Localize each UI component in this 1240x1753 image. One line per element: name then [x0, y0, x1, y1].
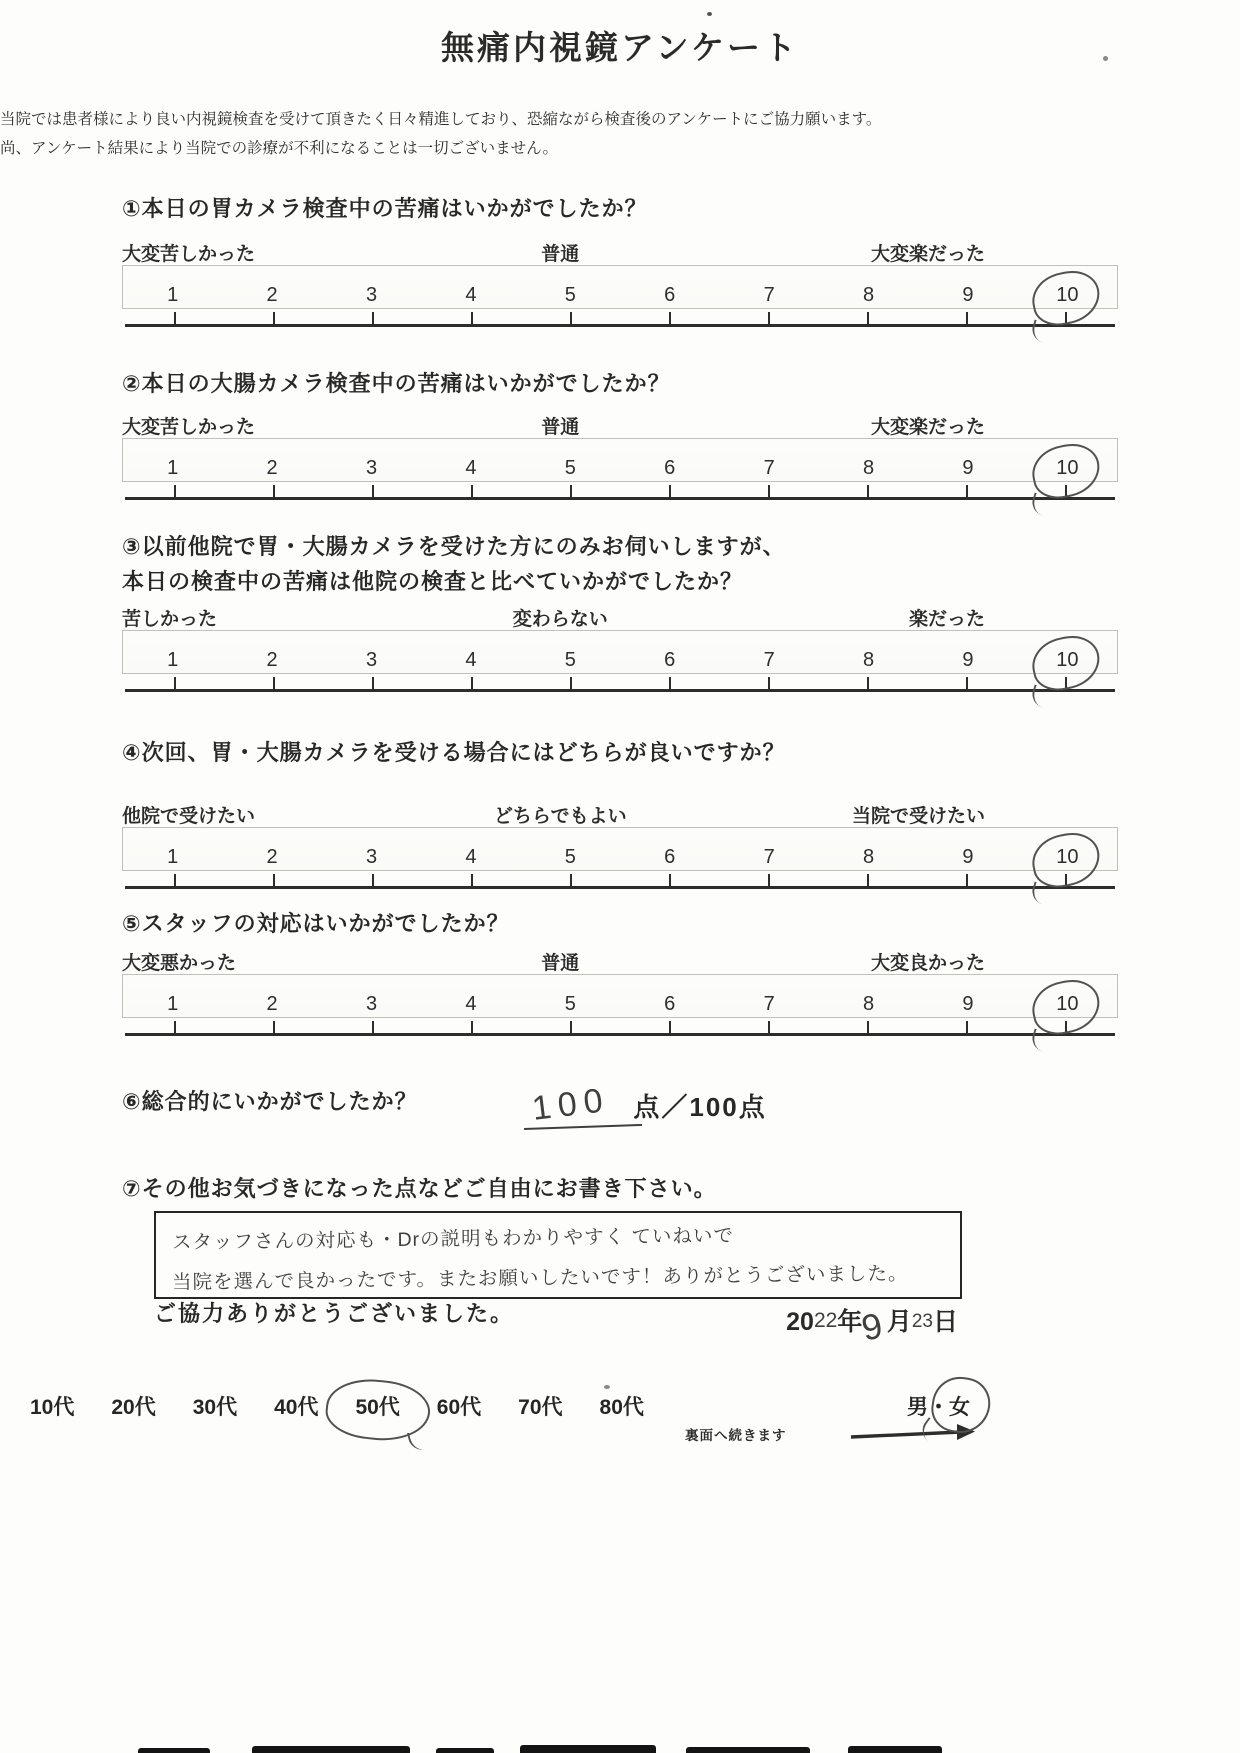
question-3-scale: [122, 630, 1118, 692]
scale-ruler: [125, 1018, 1115, 1036]
scale-value-8: 8: [862, 992, 875, 1015]
overall-score-area: [528, 1080, 767, 1128]
age-option-50代: 50代: [355, 1395, 400, 1419]
scale-tick: [917, 674, 1016, 689]
scale-value-1: 1: [167, 992, 179, 1015]
scale-tick: [422, 871, 521, 886]
continue-note-row: [685, 1422, 977, 1446]
anchor-label-center: 普通: [541, 243, 580, 265]
page-title: 無痛内視鏡アンケート: [440, 29, 800, 66]
scan-edge-artifact: [138, 1748, 210, 1753]
question-3-heading: ③以前他院で胃・大腸カメラを受けた方にのみお伺いしますが、: [122, 533, 786, 559]
age-option-70代: 70代: [518, 1395, 563, 1419]
scan-speck: [604, 1385, 610, 1389]
scale-tick: [1016, 871, 1115, 886]
age-option-30代: 30代: [192, 1395, 238, 1419]
age-option-60代: 60代: [436, 1395, 482, 1419]
question-3: [122, 530, 1118, 692]
scale-value-4: 4: [465, 992, 477, 1015]
footer: [122, 1297, 1118, 1349]
scale-value-8: 8: [862, 456, 875, 479]
scale-value-3: 3: [365, 992, 378, 1015]
age-option-selected-wrap: [355, 1396, 399, 1419]
age-option-10代: 10代: [30, 1395, 75, 1419]
scale-tick: [125, 871, 224, 886]
scale-tick: [422, 482, 521, 497]
scale-tick: [818, 871, 917, 886]
scale-tick: [917, 871, 1016, 886]
scale-value-5: 5: [564, 992, 576, 1015]
scale-tick: [1016, 309, 1115, 324]
scan-edge-artifact: [848, 1746, 942, 1753]
anchor-label-right: 楽だった: [908, 608, 985, 630]
scale-box: [122, 974, 1118, 1018]
scale-tick: [521, 309, 620, 324]
scale-tick: [620, 674, 719, 689]
scale-tick: [224, 309, 323, 324]
scale-value-1: 1: [167, 648, 179, 671]
question-4-anchor-labels: [122, 801, 1118, 825]
scale-tick: [521, 674, 620, 689]
scale-value-9: 9: [962, 992, 974, 1015]
right-arrow-icon: [849, 1422, 977, 1446]
scale-tick: [521, 1018, 620, 1033]
scale-tick: [323, 1018, 422, 1033]
age-options: [30, 1391, 681, 1421]
scale-value-3: 3: [365, 283, 378, 306]
scale-tick: [521, 871, 620, 886]
scale-value-5: 5: [564, 456, 576, 479]
scale-tick: [917, 309, 1016, 324]
scale-value-10: 10: [1018, 457, 1117, 480]
scale-tick: [125, 309, 224, 324]
scale-tick: [323, 871, 422, 886]
intro-text: [0, 105, 1240, 164]
scale-tick: [125, 1018, 224, 1033]
question-5-anchor-labels: [122, 948, 1118, 972]
scale-tick: [917, 482, 1016, 497]
scale-tick: [818, 482, 917, 497]
question-3-anchor-labels: [122, 604, 1118, 628]
scale-value-1: 1: [167, 456, 179, 479]
scan-edge-artifact: [436, 1748, 494, 1753]
handwritten-comment-line1: スタッフさんの対応も・Drの説明もわかりやすく ていねいで: [171, 1224, 735, 1254]
scale-value-5: 5: [564, 648, 576, 671]
scale-tick: [719, 674, 818, 689]
month-unit: 月: [886, 1307, 912, 1336]
gender-options: [907, 1391, 970, 1421]
anchor-label-right: 大変楽だった: [870, 243, 985, 265]
question-1-anchor-labels: [122, 239, 1118, 263]
question-1-heading: ①本日の胃カメラ検査中の苦痛はいかがでしたか？: [122, 195, 648, 221]
free-comment-box: [154, 1211, 962, 1299]
anchor-label-left: 大変悪かった: [122, 952, 237, 974]
anchor-label-right: 大変良かった: [870, 952, 985, 974]
scale-tick: [818, 309, 917, 324]
question-5-heading: ⑤スタッフの対応はいかがでしたか？: [122, 910, 510, 936]
scale-value-1: 1: [167, 283, 179, 306]
scale-tick: [719, 1018, 818, 1033]
anchor-label-center: どちらでもよい: [493, 805, 627, 827]
continue-note: 裏面へ続きます: [685, 1428, 787, 1443]
anchor-label-left: 他院で受けたい: [122, 805, 256, 827]
scale-value-10: 10: [1018, 846, 1117, 869]
scale-tick: [1016, 482, 1115, 497]
gender-option-female: 女: [949, 1395, 970, 1419]
scan-speck: [707, 12, 712, 16]
anchor-label-right: 当院で受けたい: [851, 805, 985, 827]
scale-value-2: 2: [266, 845, 278, 868]
scale-value-4: 4: [465, 648, 477, 671]
scale-value-9: 9: [962, 648, 974, 671]
scale-value-8: 8: [862, 845, 875, 868]
gender-separator: ・: [928, 1395, 949, 1419]
intro-line-1: 当院では患者様により良い内視鏡検査を受けて頂きたく日々精進しており、恐縮ながら検査後のアンケートにご協力願います。: [0, 111, 882, 128]
age-option-40代: 40代: [274, 1395, 319, 1419]
scale-ruler: [125, 871, 1115, 889]
question-5: [122, 907, 1118, 1036]
scale-value-7: 7: [763, 283, 775, 306]
question-2-anchor-labels: [122, 412, 1118, 436]
date-century: 20: [786, 1307, 814, 1336]
handwritten-month: 9: [858, 1304, 887, 1349]
scale-value-4: 4: [465, 456, 477, 479]
scale-tick: [323, 674, 422, 689]
question-7: [122, 1172, 1118, 1299]
question-2-scale: [122, 438, 1118, 500]
scale-value-6: 6: [664, 283, 676, 306]
day-unit: 日: [932, 1307, 958, 1336]
score-suffix-label: 点／100点: [633, 1091, 767, 1122]
question-5-scale: [122, 974, 1118, 1036]
anchor-label-left: 苦しかった: [122, 608, 218, 630]
scale-value-9: 9: [962, 456, 974, 479]
gender-option-female-wrap: [949, 1391, 970, 1421]
age-option-20代: 20代: [111, 1395, 156, 1419]
scan-edge-artifact: [252, 1746, 410, 1753]
scale-tick: [719, 871, 818, 886]
scale-value-7: 7: [763, 845, 775, 868]
scale-value-3: 3: [365, 845, 378, 868]
scale-value-6: 6: [664, 456, 676, 479]
scale-value-10: 10: [1018, 284, 1117, 307]
scale-tick: [323, 309, 422, 324]
scale-tick: [224, 871, 323, 886]
scale-value-3: 3: [365, 456, 378, 479]
scale-value-6: 6: [664, 992, 676, 1015]
scale-tick: [1016, 674, 1115, 689]
scale-tick: [719, 482, 818, 497]
scale-tick: [620, 482, 719, 497]
scale-value-5: 5: [564, 283, 576, 306]
anchor-label-center: 変わらない: [512, 608, 608, 630]
scale-ruler: [125, 309, 1115, 327]
question-4-scale: [122, 827, 1118, 889]
scale-value-4: 4: [465, 283, 477, 306]
scale-tick: [323, 482, 422, 497]
scale-value-8: 8: [862, 648, 875, 671]
scale-tick: [224, 1018, 323, 1033]
scale-value-7: 7: [763, 992, 775, 1015]
question-7-heading: ⑦その他お気づきになった点などご自由にお書き下さい。: [122, 1175, 717, 1201]
scan-edge-artifact: [520, 1745, 656, 1753]
scale-tick: [620, 1018, 719, 1033]
scale-tick: [620, 309, 719, 324]
scale-value-7: 7: [763, 648, 775, 671]
thanks-message: ご協力ありがとうございました。: [154, 1300, 515, 1326]
anchor-label-center: 普通: [541, 952, 580, 974]
question-1: [122, 192, 1118, 327]
scale-value-8: 8: [862, 283, 875, 306]
scale-tick: [422, 1018, 521, 1033]
question-4: [122, 736, 1118, 889]
scale-box: [122, 630, 1118, 674]
scale-value-2: 2: [266, 648, 278, 671]
scale-value-4: 4: [465, 845, 477, 868]
scale-value-9: 9: [962, 845, 974, 868]
scale-value-2: 2: [266, 456, 278, 479]
scale-tick: [620, 871, 719, 886]
scale-value-5: 5: [564, 845, 576, 868]
handwritten-day: 23: [911, 1310, 933, 1332]
question-1-scale: [122, 265, 1118, 327]
scale-box: [122, 438, 1118, 482]
scale-tick: [917, 1018, 1016, 1033]
anchor-label-right: 大変楽だった: [870, 416, 985, 438]
scale-tick: [422, 674, 521, 689]
scale-value-10: 10: [1018, 993, 1117, 1016]
scale-tick: [521, 482, 620, 497]
age-option-80代: 80代: [599, 1395, 644, 1419]
handwritten-year: 22: [813, 1308, 838, 1332]
anchor-label-left: 大変苦しかった: [122, 243, 256, 265]
intro-line-2: 尚、アンケート結果により当院での診療が不利になることは一切ございません。: [0, 140, 559, 158]
scale-value-6: 6: [664, 648, 676, 671]
scale-value-7: 7: [763, 456, 775, 479]
gender-option-male: 男: [907, 1395, 928, 1419]
scale-ruler: [125, 482, 1115, 500]
question-2: [122, 367, 1118, 500]
scale-value-2: 2: [266, 992, 278, 1015]
scale-tick: [422, 309, 521, 324]
handwritten-comment-line2: 当院を選んで良かったです。またお願いしたいです！ありがとうございました。: [171, 1262, 909, 1294]
scan-speck: [1103, 56, 1108, 61]
anchor-label-center: 普通: [541, 416, 580, 438]
scale-tick: [224, 482, 323, 497]
scale-value-3: 3: [365, 648, 378, 671]
scale-tick: [125, 674, 224, 689]
scale-box: [122, 827, 1118, 871]
question-4-heading: ④次回、胃・大腸カメラを受ける場合にはどちらが良いですか？: [122, 739, 786, 765]
question-2-heading: ②本日の大腸カメラ検査中の苦痛はいかがでしたか？: [122, 370, 671, 396]
scale-value-1: 1: [167, 845, 179, 868]
scale-value-9: 9: [962, 283, 974, 306]
question-6: [122, 1066, 1118, 1128]
question-3-heading-line2: 本日の検査中の苦痛は他院の検査と比べていかがでしたか？: [122, 568, 744, 594]
scale-value-10: 10: [1018, 649, 1117, 672]
year-unit: 年: [837, 1307, 863, 1336]
scale-ruler: [125, 674, 1115, 692]
date: [786, 1297, 1118, 1349]
anchor-label-left: 大変苦しかった: [122, 416, 256, 438]
scale-tick: [719, 309, 818, 324]
question-6-heading: ⑥総合的にいかがでしたか？: [122, 1088, 418, 1114]
handwritten-score: 100: [529, 1080, 612, 1128]
scan-edge-artifact: [686, 1747, 810, 1753]
scale-tick: [125, 482, 224, 497]
scale-box: [122, 265, 1118, 309]
scale-value-2: 2: [266, 283, 278, 306]
scale-tick: [818, 674, 917, 689]
scale-tick: [818, 1018, 917, 1033]
scale-value-6: 6: [664, 845, 676, 868]
scale-tick: [1016, 1018, 1115, 1033]
age-gender-row: [30, 1391, 1118, 1421]
scale-tick: [224, 674, 323, 689]
